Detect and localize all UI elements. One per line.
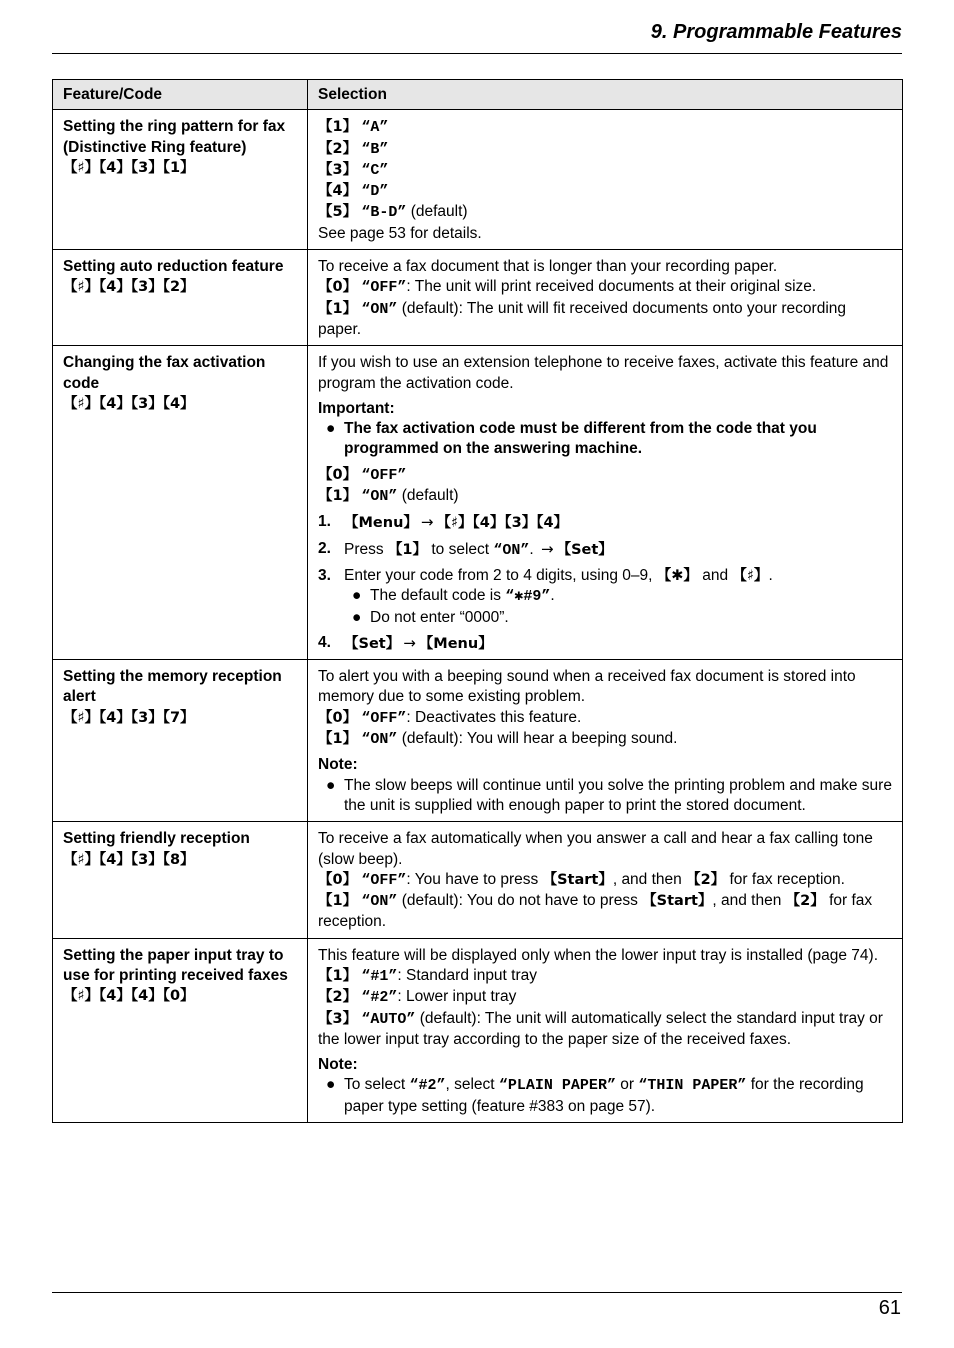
note-label: Note: — [318, 756, 358, 774]
key-label: 【2】 — [785, 893, 825, 910]
key-label: 【0】 — [318, 709, 358, 726]
key-label: 【0】 — [318, 279, 358, 296]
option-line — [318, 1009, 892, 1051]
feature-name: Changing the fax activation code — [63, 354, 266, 392]
display-value: “PLAIN PAPER” — [498, 1077, 616, 1095]
display-value: “#2” — [409, 1077, 446, 1095]
display-value: “ON” — [361, 488, 398, 506]
arrow-right-icon: → — [541, 539, 554, 558]
step-3-subitem — [318, 586, 892, 607]
option-text: for fax reception. — [318, 892, 873, 931]
display-value: “OFF” — [361, 709, 407, 727]
sub-text: Do not enter “0000”. — [370, 608, 509, 626]
intro-text: To receive a fax automatically when you answer a call and hear a fax calling tone (slow beep). — [318, 830, 873, 868]
section-title: 9. Programmable Features — [650, 21, 902, 43]
table-header-row — [53, 80, 903, 110]
option-line — [318, 202, 892, 223]
step-1 — [318, 512, 892, 533]
option-line — [318, 277, 892, 298]
display-value: “✱#9” — [505, 588, 551, 606]
step-text: . — [768, 566, 773, 584]
page-number: 61 — [878, 1297, 901, 1319]
display-value: “ON” — [493, 541, 530, 559]
option-text: : Lower input tray — [397, 988, 517, 1006]
bullet-icon: ● — [352, 608, 362, 626]
option-text: (default) — [406, 203, 468, 221]
key-label: 【1】 — [318, 119, 358, 136]
key-label: 【0】 — [318, 466, 358, 483]
step-number: 4. — [318, 633, 331, 651]
column-header-feature: Feature/Code — [53, 80, 308, 110]
step-3 — [318, 566, 892, 586]
feature-code: 【♯】【4】【3】【2】 — [63, 279, 195, 296]
key-label: 【5】 — [318, 204, 358, 221]
feature-name: Setting friendly reception — [63, 830, 250, 848]
option-line — [318, 486, 892, 507]
option-text: : The unit will print received documents at their original size. — [406, 278, 817, 296]
option-line — [318, 299, 892, 341]
display-value: “AUTO” — [361, 1010, 416, 1028]
selection-cell — [308, 346, 903, 660]
display-value: “B-D” — [361, 204, 407, 222]
sub-text: The default code is — [370, 587, 506, 605]
key-label: 【1】 — [318, 967, 358, 984]
selection-cell — [308, 660, 903, 822]
key-label: 【1】 — [387, 541, 428, 558]
table-row — [53, 110, 903, 250]
option-text: for fax reception. — [725, 870, 845, 888]
option-text: (default) — [397, 487, 459, 505]
arrow-right-icon: → — [420, 513, 434, 532]
key-label: 【♯】 — [732, 567, 769, 584]
feature-code: 【♯】【4】【3】【1】 — [63, 159, 195, 176]
key-label: 【1】 — [318, 893, 358, 910]
feature-cell — [53, 250, 308, 346]
feature-name: Setting auto reduction feature — [63, 258, 284, 276]
option-line — [318, 966, 892, 987]
option-line — [318, 987, 892, 1008]
option-text: : Standard input tray — [397, 966, 538, 984]
table-row — [53, 660, 903, 822]
intro-text: To receive a fax document that is longer than your recording paper. — [318, 258, 778, 276]
selection-cell — [308, 822, 903, 938]
key-label: 【Set】 — [556, 541, 613, 558]
option-line — [318, 870, 892, 891]
feature-cell — [53, 110, 308, 250]
key-label: 【1】 — [318, 731, 358, 748]
feature-cell — [53, 938, 308, 1122]
feature-name: Setting the ring pattern for fax (Distinctive Ring feature) — [63, 118, 286, 156]
feature-table — [52, 79, 903, 1123]
display-value: “D” — [361, 183, 389, 201]
key-label: 【3】 — [318, 161, 358, 178]
feature-code: 【♯】【4】【3】【8】 — [63, 851, 195, 868]
intro-text: To alert you with a beeping sound when a received fax document is stored into memory due to some existing problem. — [318, 668, 856, 706]
key-label: 【2】 — [318, 140, 358, 157]
key-label: 【2】 — [686, 871, 726, 888]
feature-code: 【♯】【4】【3】【4】 — [63, 395, 195, 412]
display-value: “#1” — [361, 967, 398, 985]
table-row — [53, 250, 903, 346]
bullet-icon: ● — [352, 587, 362, 605]
display-value: “THIN PAPER” — [638, 1077, 747, 1095]
note-item — [318, 776, 892, 817]
key-label: 【1】 — [318, 300, 358, 317]
display-value: “C” — [361, 161, 389, 179]
option-line — [318, 891, 892, 933]
note-text: for the recording paper type setting (feature #383 on page 57). — [344, 1076, 864, 1115]
display-value: “A” — [361, 119, 389, 137]
option-line — [318, 160, 892, 181]
key-label: 【♯】【4】【3】【4】 — [436, 515, 569, 532]
see-also-text: See page 53 for details. — [318, 224, 482, 242]
option-text: : Deactivates this feature. — [406, 708, 582, 726]
step-4 — [318, 633, 892, 654]
table-row — [53, 938, 903, 1122]
option-line — [318, 117, 892, 138]
key-label: 【Set】 — [344, 635, 401, 652]
step-text: and — [697, 566, 733, 584]
table-row — [53, 346, 903, 660]
note-text: or — [615, 1076, 639, 1094]
intro-text: If you wish to use an extension telephone to receive faxes, activate this feature and program the activation code. — [318, 354, 889, 392]
step-number: 1. — [318, 513, 331, 531]
selection-cell — [308, 110, 903, 250]
feature-cell — [53, 660, 308, 822]
important-label: Important: — [318, 399, 395, 417]
note-text: The slow beeps will continue until you solve the printing problem and make sure the unit is supplied with enough paper to print the stored document. — [344, 776, 892, 814]
display-value: “OFF” — [361, 871, 407, 889]
feature-code: 【♯】【4】【3】【7】 — [63, 709, 195, 726]
key-label: 【3】 — [318, 1010, 358, 1027]
key-label: 【Menu】 — [418, 635, 493, 652]
note-text: , select — [445, 1076, 499, 1094]
step-2 — [318, 539, 892, 561]
display-value: “ON” — [361, 300, 398, 318]
note-label: Note: — [318, 1056, 358, 1074]
step-3-subitem — [318, 608, 892, 628]
step-text: Enter your code from 2 to 4 digits, using 0–9, — [344, 566, 657, 584]
selection-cell — [308, 250, 903, 346]
sub-text: . — [550, 587, 555, 605]
feature-cell — [53, 346, 308, 660]
bullet-icon: ● — [326, 776, 336, 794]
display-value: “OFF” — [361, 279, 407, 297]
display-value: “B” — [361, 140, 389, 158]
key-label: 【✱】 — [656, 567, 698, 584]
option-text: (default): You do not have to press — [397, 892, 643, 910]
display-value: “#2” — [361, 989, 398, 1007]
option-line — [318, 465, 892, 486]
option-text: : You have to press — [406, 870, 543, 888]
key-label: 【Start】 — [642, 893, 713, 910]
display-value: “ON” — [361, 731, 398, 749]
option-line — [318, 729, 892, 750]
feature-code: 【♯】【4】【4】【0】 — [63, 988, 195, 1005]
display-value: “ON” — [361, 893, 398, 911]
step-number: 2. — [318, 539, 331, 557]
selection-cell — [308, 938, 903, 1122]
important-item — [318, 419, 892, 460]
step-number: 3. — [318, 566, 331, 584]
bullet-icon: ● — [326, 1076, 336, 1094]
step-text: . — [529, 540, 534, 558]
note-text: To select — [344, 1076, 410, 1094]
footer-rule — [52, 1292, 902, 1293]
option-line — [318, 181, 892, 202]
key-label: 【4】 — [318, 183, 358, 200]
key-label: 【1】 — [318, 488, 358, 505]
option-text: , and then — [712, 892, 786, 910]
option-line — [318, 708, 892, 729]
key-label: 【2】 — [318, 989, 358, 1006]
display-value: “OFF” — [361, 466, 407, 484]
feature-cell — [53, 822, 308, 938]
key-label: 【Start】 — [542, 871, 613, 888]
step-text: Press — [344, 540, 388, 558]
key-label: 【Menu】 — [344, 515, 418, 532]
option-text: , and then — [612, 870, 687, 888]
option-line — [318, 139, 892, 160]
intro-text: This feature will be displayed only when the lower input tray is installed (page 74). — [318, 946, 879, 964]
key-label: 【0】 — [318, 871, 358, 888]
feature-name: Setting the paper input tray to use for printing received faxes — [63, 946, 288, 984]
note-item — [318, 1075, 892, 1117]
feature-name: Setting the memory reception alert — [63, 668, 282, 706]
bullet-icon: ● — [326, 420, 336, 438]
column-header-selection: Selection — [308, 80, 903, 110]
step-text: to select — [427, 540, 494, 558]
important-text: The fax activation code must be different from the code that you programmed on the answering machine. — [344, 420, 817, 458]
option-text: (default): The unit will automatically select the standard input tray or the lower input tray according to the paper size of the received faxes. — [318, 1009, 883, 1048]
table-row — [53, 822, 903, 938]
option-text: (default): You will hear a beeping sound. — [397, 730, 678, 748]
header-rule — [52, 53, 902, 54]
arrow-right-icon: → — [403, 633, 416, 652]
option-text: (default): The unit will fit received documents onto your recording paper. — [318, 299, 846, 338]
